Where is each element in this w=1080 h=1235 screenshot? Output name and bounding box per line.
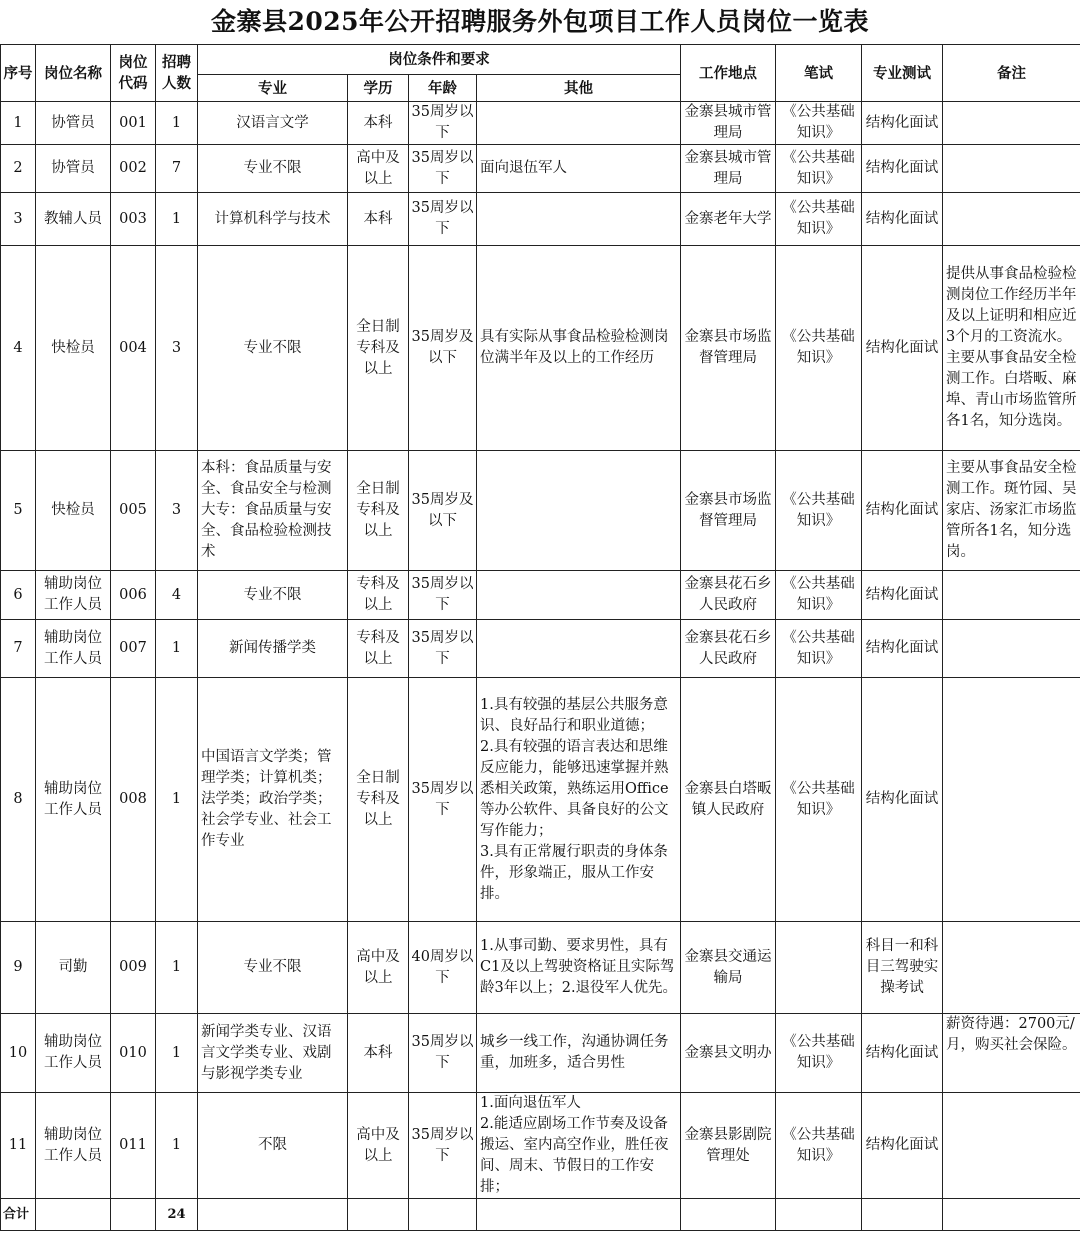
cell-location: 金寨县影剧院管理处 xyxy=(681,1093,776,1199)
total-cell-empty xyxy=(111,1199,156,1231)
cell-note: 主要从事食品安全检测工作。斑竹园、吴家店、汤家汇市场监管所各1名，知分选岗。 xyxy=(943,451,1080,571)
header-other: 其他 xyxy=(477,75,681,102)
total-cell-empty xyxy=(409,1199,477,1231)
cell-other xyxy=(477,193,681,246)
total-label: 合计 xyxy=(1,1199,36,1231)
cell-other: 城乡一线工作，沟通协调任务重，加班多，适合男性 xyxy=(477,1014,681,1093)
cell-name: 协管员 xyxy=(36,145,111,193)
header-note: 备注 xyxy=(943,45,1080,102)
header-location: 工作地点 xyxy=(681,45,776,102)
total-cell-empty xyxy=(36,1199,111,1231)
cell-test: 结构化面试 xyxy=(862,145,943,193)
cell-name: 协管员 xyxy=(36,102,111,145)
cell-age: 35周岁以下 xyxy=(409,102,477,145)
cell-written: 《公共基础知识》 xyxy=(776,1014,862,1093)
total-cell-empty xyxy=(943,1199,1080,1231)
cell-code: 009 xyxy=(111,922,156,1014)
header-edu: 学历 xyxy=(348,75,409,102)
cell-code: 007 xyxy=(111,620,156,678)
cell-edu: 本科 xyxy=(348,102,409,145)
cell-seq: 8 xyxy=(1,678,36,922)
cell-age: 35周岁以下 xyxy=(409,678,477,922)
header-test: 专业测试 xyxy=(862,45,943,102)
cell-major: 新闻传播学类 xyxy=(198,620,348,678)
cell-major: 专业不限 xyxy=(198,246,348,451)
header-major: 专业 xyxy=(198,75,348,102)
cell-edu: 高中及以上 xyxy=(348,922,409,1014)
cell-location: 金寨县花石乡人民政府 xyxy=(681,620,776,678)
cell-other xyxy=(477,571,681,620)
cell-seq: 5 xyxy=(1,451,36,571)
cell-name: 辅助岗位工作人员 xyxy=(36,678,111,922)
cell-other xyxy=(477,451,681,571)
cell-written: 《公共基础知识》 xyxy=(776,620,862,678)
table-row xyxy=(1,451,1080,571)
cell-location: 金寨县花石乡人民政府 xyxy=(681,571,776,620)
cell-note xyxy=(943,571,1080,620)
cell-note xyxy=(943,145,1080,193)
cell-code: 002 xyxy=(111,145,156,193)
cell-note xyxy=(943,678,1080,922)
cell-age: 35周岁以下 xyxy=(409,1014,477,1093)
cell-major: 本科：食品质量与安全、食品安全与检测大专：食品质量与安全、食品检验检测技术 xyxy=(198,451,348,571)
total-cell-empty xyxy=(198,1199,348,1231)
cell-edu: 高中及以上 xyxy=(348,145,409,193)
cell-age: 35周岁及以下 xyxy=(409,451,477,571)
cell-test: 结构化面试 xyxy=(862,102,943,145)
cell-name: 辅助岗位工作人员 xyxy=(36,571,111,620)
cell-code: 011 xyxy=(111,1093,156,1199)
cell-count: 1 xyxy=(156,1093,198,1199)
cell-name: 司勤 xyxy=(36,922,111,1014)
cell-location: 金寨县文明办 xyxy=(681,1014,776,1093)
cell-test: 结构化面试 xyxy=(862,246,943,451)
cell-count: 1 xyxy=(156,922,198,1014)
table-row xyxy=(1,678,1080,922)
total-count: 24 xyxy=(156,1199,198,1231)
cell-code: 006 xyxy=(111,571,156,620)
cell-note xyxy=(943,922,1080,1014)
table-row xyxy=(1,102,1080,145)
cell-age: 35周岁以下 xyxy=(409,193,477,246)
cell-other: 1.从事司勤、要求男性，具有C1及以上驾驶资格证且实际驾龄3年以上；2.退役军人优先。 xyxy=(477,922,681,1014)
cell-other: 1.具有较强的基层公共服务意识、良好品行和职业道德； 2.具有较强的语言表达和思维反应能力，能够迅速掌握并熟悉相关政策，熟练运用Office等办公软件、具备良好的公文写作能力； 3.具有正常履行职责的身体条件，形象端正，服从工作安排。 xyxy=(477,678,681,922)
total-cell-empty xyxy=(681,1199,776,1231)
cell-count: 4 xyxy=(156,571,198,620)
cell-seq: 11 xyxy=(1,1093,36,1199)
cell-note xyxy=(943,102,1080,145)
cell-other: 1.面向退伍军人 2.能适应剧场工作节奏及设备搬运、室内高空作业，胜任夜间、周末、节假日的工作安排； xyxy=(477,1093,681,1199)
cell-edu: 全日制专科及以上 xyxy=(348,246,409,451)
cell-edu: 高中及以上 xyxy=(348,1093,409,1199)
cell-seq: 4 xyxy=(1,246,36,451)
cell-test: 结构化面试 xyxy=(862,571,943,620)
cell-test: 结构化面试 xyxy=(862,678,943,922)
cell-edu: 专科及以上 xyxy=(348,620,409,678)
cell-other xyxy=(477,620,681,678)
cell-note xyxy=(943,620,1080,678)
header-name: 岗位名称 xyxy=(36,45,111,102)
cell-seq: 2 xyxy=(1,145,36,193)
cell-seq: 3 xyxy=(1,193,36,246)
cell-seq: 9 xyxy=(1,922,36,1014)
table-row xyxy=(1,1014,1080,1093)
cell-count: 3 xyxy=(156,246,198,451)
cell-written xyxy=(776,922,862,1014)
cell-test: 结构化面试 xyxy=(862,1093,943,1199)
cell-written: 《公共基础知识》 xyxy=(776,145,862,193)
total-cell-empty xyxy=(477,1199,681,1231)
cell-major: 新闻学类专业、汉语言文学类专业、戏剧与影视学类专业 xyxy=(198,1014,348,1093)
table-row xyxy=(1,1093,1080,1199)
total-cell-empty xyxy=(862,1199,943,1231)
cell-written: 《公共基础知识》 xyxy=(776,571,862,620)
cell-location: 金寨县城市管理局 xyxy=(681,145,776,193)
cell-written: 《公共基础知识》 xyxy=(776,678,862,922)
cell-code: 004 xyxy=(111,246,156,451)
cell-written: 《公共基础知识》 xyxy=(776,246,862,451)
cell-major: 计算机科学与技术 xyxy=(198,193,348,246)
cell-seq: 7 xyxy=(1,620,36,678)
header-conditions: 岗位条件和要求 xyxy=(198,45,681,75)
cell-test: 结构化面试 xyxy=(862,451,943,571)
cell-edu: 本科 xyxy=(348,1014,409,1093)
cell-other xyxy=(477,102,681,145)
cell-other: 具有实际从事食品检验检测岗位满半年及以上的工作经历 xyxy=(477,246,681,451)
cell-test: 科目一和科目三驾驶实操考试 xyxy=(862,922,943,1014)
cell-code: 003 xyxy=(111,193,156,246)
cell-note: 提供从事食品检验检测岗位工作经历半年及以上证明和相应近3个月的工资流水。主要从事食品安全检测工作。白塔畈、麻埠、青山市场监管所各1名，知分选岗。 xyxy=(943,246,1080,451)
total-row xyxy=(1,1199,1080,1231)
cell-name: 快检员 xyxy=(36,451,111,571)
header-count: 招聘人数 xyxy=(156,45,198,102)
cell-code: 001 xyxy=(111,102,156,145)
cell-age: 35周岁以下 xyxy=(409,571,477,620)
table-row xyxy=(1,246,1080,451)
cell-major: 不限 xyxy=(198,1093,348,1199)
cell-name: 辅助岗位工作人员 xyxy=(36,620,111,678)
header-seq: 序号 xyxy=(1,45,36,102)
cell-count: 1 xyxy=(156,102,198,145)
cell-name: 辅助岗位工作人员 xyxy=(36,1093,111,1199)
cell-location: 金寨县交通运输局 xyxy=(681,922,776,1014)
cell-major: 汉语言文学 xyxy=(198,102,348,145)
cell-seq: 6 xyxy=(1,571,36,620)
cell-code: 005 xyxy=(111,451,156,571)
cell-written: 《公共基础知识》 xyxy=(776,451,862,571)
cell-count: 3 xyxy=(156,451,198,571)
cell-count: 1 xyxy=(156,678,198,922)
cell-age: 35周岁以下 xyxy=(409,1093,477,1199)
cell-edu: 本科 xyxy=(348,193,409,246)
cell-major: 专业不限 xyxy=(198,922,348,1014)
total-cell-empty xyxy=(348,1199,409,1231)
cell-code: 008 xyxy=(111,678,156,922)
table-row xyxy=(1,193,1080,246)
cell-major: 专业不限 xyxy=(198,145,348,193)
header-code: 岗位代码 xyxy=(111,45,156,102)
table-row xyxy=(1,145,1080,193)
cell-age: 35周岁及以下 xyxy=(409,246,477,451)
cell-count: 1 xyxy=(156,620,198,678)
cell-test: 结构化面试 xyxy=(862,193,943,246)
cell-note xyxy=(943,1093,1080,1199)
cell-edu: 全日制专科及以上 xyxy=(348,678,409,922)
cell-seq: 1 xyxy=(1,102,36,145)
cell-edu: 专科及以上 xyxy=(348,571,409,620)
cell-name: 教辅人员 xyxy=(36,193,111,246)
cell-count: 1 xyxy=(156,193,198,246)
cell-age: 40周岁以下 xyxy=(409,922,477,1014)
cell-location: 金寨老年大学 xyxy=(681,193,776,246)
cell-count: 7 xyxy=(156,145,198,193)
cell-code: 010 xyxy=(111,1014,156,1093)
cell-seq: 10 xyxy=(1,1014,36,1093)
cell-major: 专业不限 xyxy=(198,571,348,620)
cell-other: 面向退伍军人 xyxy=(477,145,681,193)
cell-major: 中国语言文学类；管理学类；计算机类；法学类；政治学类；社会学专业、社会工作专业 xyxy=(198,678,348,922)
cell-count: 1 xyxy=(156,1014,198,1093)
cell-written: 《公共基础知识》 xyxy=(776,102,862,145)
cell-test: 结构化面试 xyxy=(862,620,943,678)
total-cell-empty xyxy=(776,1199,862,1231)
cell-written: 《公共基础知识》 xyxy=(776,1093,862,1199)
header-written: 笔试 xyxy=(776,45,862,102)
cell-age: 35周岁以下 xyxy=(409,620,477,678)
table-row xyxy=(1,620,1080,678)
cell-note xyxy=(943,193,1080,246)
cell-location: 金寨县城市管理局 xyxy=(681,102,776,145)
cell-name: 辅助岗位工作人员 xyxy=(36,1014,111,1093)
header-age: 年龄 xyxy=(409,75,477,102)
page-title: 金寨县2025年公开招聘服务外包项目工作人员岗位一览表 xyxy=(210,7,870,36)
cell-location: 金寨县白塔畈镇人民政府 xyxy=(681,678,776,922)
cell-edu: 全日制专科及以上 xyxy=(348,451,409,571)
cell-test: 结构化面试 xyxy=(862,1014,943,1093)
cell-note: 薪资待遇：2700元/月，购买社会保险。 xyxy=(943,1014,1080,1093)
table-row xyxy=(1,571,1080,620)
cell-location: 金寨县市场监督管理局 xyxy=(681,246,776,451)
table-row xyxy=(1,922,1080,1014)
cell-name: 快检员 xyxy=(36,246,111,451)
cell-location: 金寨县市场监督管理局 xyxy=(681,451,776,571)
positions-table xyxy=(0,44,1080,1231)
cell-age: 35周岁以下 xyxy=(409,145,477,193)
cell-written: 《公共基础知识》 xyxy=(776,193,862,246)
